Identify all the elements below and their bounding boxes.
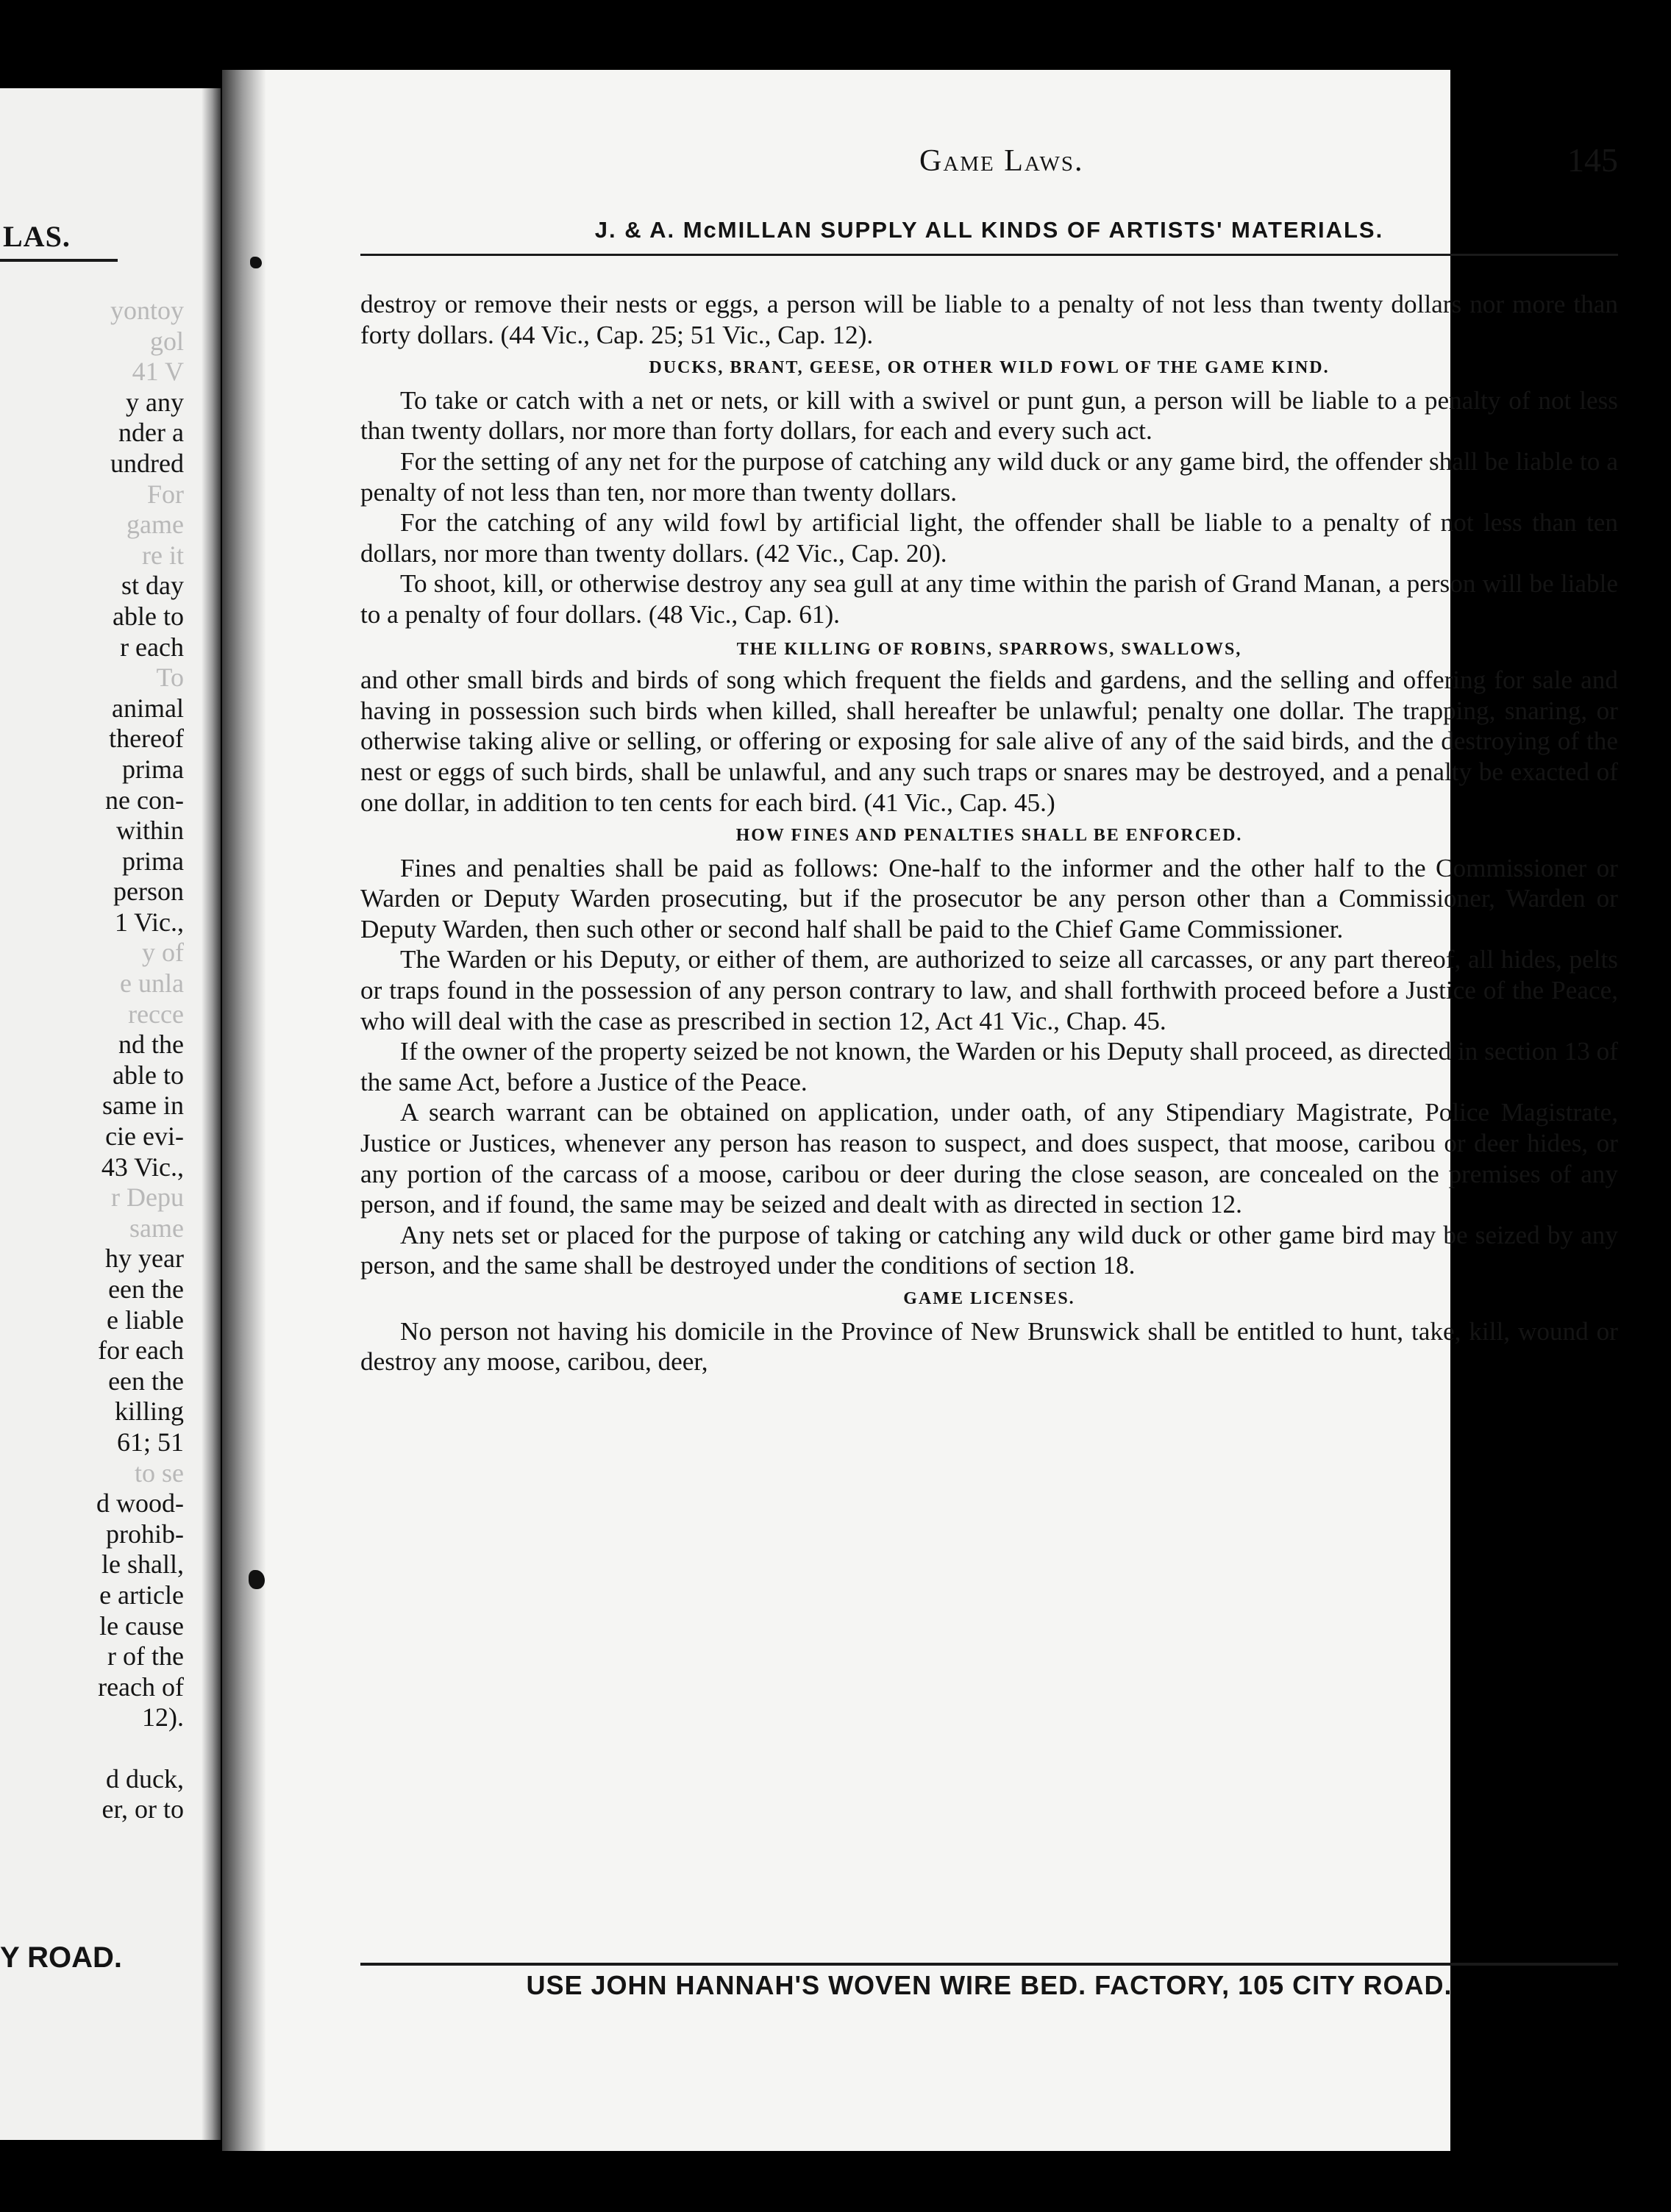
- facing-page-line: ne con-: [105, 785, 184, 815]
- facing-page-line: prima: [122, 846, 184, 876]
- facing-page-line: 43 Vic.,: [101, 1152, 184, 1182]
- facing-page-line: To: [156, 663, 184, 693]
- facing-page-line: for each: [98, 1335, 184, 1366]
- facing-page-line: killing: [114, 1396, 184, 1427]
- facing-page-line: same: [129, 1213, 184, 1243]
- facing-page-line: een the: [108, 1274, 184, 1304]
- facing-page-line: For: [146, 479, 184, 509]
- facing-page-line: r each: [120, 632, 184, 662]
- facing-page-line: yontoy: [110, 296, 184, 325]
- footer-advertisement: USE JOHN HANNAH'S WOVEN WIRE BED. FACTORY, 105 CITY ROAD.: [526, 1970, 1453, 2000]
- section-heading-wild-fowl: DUCKS, BRANT, GEESE, OR OTHER WILD FOWL OF THE GAME KIND.: [649, 358, 1330, 378]
- facing-page-line: st day: [121, 571, 184, 601]
- facing-page-line: reach of: [98, 1672, 184, 1702]
- paragraph-sea-gull-grand-manan: To shoot, kill, or otherwise destroy any sea gull at any time within the parish of Grand Manan, a person will be liable to a penalty of four dollars. (48 Vic., Cap. 61).: [360, 569, 1618, 629]
- facing-page-line: [0, 1733, 184, 1764]
- facing-page-line: 41 V: [132, 357, 184, 387]
- header-rule: [360, 254, 1618, 256]
- facing-page-line: same in: [102, 1091, 184, 1121]
- paragraph-net-or-punt-gun: To take or catch with a net or nets, or kill with a swivel or punt gun, a person will be liable to a penalty of not less than twenty dollars, nor more than forty dollars, for each and every such act.: [360, 385, 1618, 446]
- paragraph-fines-paid: Fines and penalties shall be paid as follows: One-half to the informer and the other half to the Commissioner or Warden or Deputy Warden prosecuting, but if the prosecutor be any person other than a Commissioner, Warden or Deputy Warden, then such other or second half shall be paid to the Chief Game Commissioner.: [360, 853, 1618, 943]
- facing-page-line: hy year: [105, 1244, 184, 1274]
- facing-page-line: recce: [128, 999, 184, 1029]
- facing-page-line: e article: [99, 1580, 184, 1610]
- facing-page-line: thereof: [109, 724, 184, 754]
- facing-page-line: d wood-: [96, 1488, 184, 1519]
- facing-page-line: le cause: [99, 1610, 184, 1641]
- facing-page-line: prohib-: [106, 1519, 184, 1549]
- facing-page-line: er, or to: [101, 1794, 184, 1824]
- facing-page-line: 61; 51: [116, 1427, 184, 1457]
- facing-page-line: 12).: [142, 1702, 184, 1733]
- header-advertisement: J. & A. McMILLAN SUPPLY ALL KINDS OF ARTISTS' MATERIALS.: [594, 217, 1384, 243]
- facing-page-gutter-shadow: [202, 88, 221, 2140]
- facing-page-line: d duck,: [106, 1763, 184, 1794]
- section-heading-songbirds: THE KILLING OF ROBINS, SPARROWS, SWALLOWS,: [736, 639, 1242, 659]
- page-body: [360, 289, 1618, 1377]
- paragraph-artificial-light: For the catching of any wild fowl by artificial light, the offender shall be liable to a penalty of not less than ten dollars, nor more than twenty dollars. (42 Vic., Cap. 20).: [360, 508, 1618, 568]
- paragraph-setting-nets: For the setting of any net for the purpose of catching any wild duck or any game bird, the offender shall be liable to a penalty of not less than ten, nor more than twenty dollars.: [360, 446, 1618, 507]
- facing-page-line: re it: [142, 540, 184, 570]
- facing-page-line: person: [113, 877, 184, 907]
- facing-page-line: een the: [108, 1366, 184, 1396]
- facing-page-line: e unla: [120, 968, 184, 999]
- facing-page-line: y of: [142, 938, 184, 968]
- facing-page-line: animal: [112, 693, 184, 723]
- book-page: [222, 70, 1618, 2151]
- footer-rule: [360, 1963, 1618, 1966]
- facing-page-line: cie evi-: [105, 1121, 184, 1152]
- paragraph-non-resident: No person not having his domicile in the Province of New Brunswick shall be entitled to hunt, take, kill, wound or destroy any moose, caribou, deer,: [360, 1316, 1618, 1377]
- facing-page-line: gol: [149, 326, 184, 356]
- facing-page-line: 1 Vic.,: [114, 907, 184, 937]
- facing-page-line: r Depu: [111, 1182, 184, 1213]
- paragraph-nests-continued: destroy or remove their nests or eggs, a person will be liable to a penalty of not less than twenty dollars nor more than forty dollars. (44 Vic., Cap. 25; 51 Vic., Cap. 12).: [360, 290, 1618, 349]
- facing-page-line: nd the: [118, 1030, 184, 1060]
- running-title: Game Laws.: [919, 144, 1084, 178]
- facing-page-line: nder a: [118, 418, 184, 448]
- section-heading-game-licenses: GAME LICENSES.: [903, 1289, 1075, 1308]
- facing-page-line: le shall,: [101, 1549, 184, 1580]
- binding-thread-mark: [250, 257, 262, 268]
- facing-page-line: e liable: [107, 1305, 184, 1335]
- facing-page-header-rule: [0, 259, 118, 262]
- facing-page-fragment: [0, 88, 221, 2140]
- page-gutter-shadow: [222, 70, 266, 2151]
- facing-page-header-fragment: LAS.: [3, 220, 71, 253]
- facing-page-line: able to: [113, 1060, 184, 1090]
- facing-page-line: game: [127, 510, 184, 540]
- paragraph-small-birds: and other small birds and birds of song which frequent the fields and gardens, and the selling and offering for sale and having in possession such birds when killed, shall hereafter be unlawful; penalty one dollar. The trapping, snaring, or otherwise taking alive or selling, or offering or exposing for sale alive of any of the said birds, and the destroying of the nest or eggs of such birds, shall be unlawful, and any such traps or snares may be destroyed, and a penalty be exacted of one dollar, in addition to ten cents for each bird. (41 Vic., Cap. 45.): [360, 666, 1618, 817]
- paragraph-warden-seize: The Warden or his Deputy, or either of them, are authorized to seize all carcasses, or any part thereof, all hides, pelts or traps found in the possession of any person contrary to law, and shall forthwith proceed before a Justice of the Peace, who will deal with the case as prescribed in section 12, Act 41 Vic., Chap. 45.: [360, 945, 1618, 1035]
- page-number: 145: [1567, 141, 1618, 179]
- facing-page-line: y any: [126, 387, 184, 417]
- facing-page-line: undred: [110, 448, 184, 478]
- section-heading-fines: HOW FINES AND PENALTIES SHALL BE ENFORCED.: [735, 826, 1243, 846]
- facing-page-text-column: [0, 296, 184, 1825]
- facing-page-line: within: [115, 816, 184, 846]
- facing-page-line: r of the: [107, 1641, 184, 1672]
- facing-page-line: prima: [122, 754, 184, 784]
- facing-page-footer-fragment: Y ROAD.: [0, 1941, 122, 1974]
- facing-page-line: to se: [135, 1458, 184, 1488]
- paragraph-search-warrant: A search warrant can be obtained on application, under oath, of any Stipendiary Magistrate, Police Magistrate, Justice or Justices, whenever any person has reason to suspect, and does suspect, that moose, caribou or deer hides, or any portion of the carcass of a moose, caribou or deer during the close season, are concealed on the premises of any person, and if found, the same may be seized and dealt with as directed in section 12.: [360, 1098, 1618, 1219]
- facing-page-line: able to: [113, 601, 184, 631]
- binding-thread-mark: [249, 1570, 265, 1589]
- running-head: [360, 143, 1618, 188]
- paragraph-nets-seized: Any nets set or placed for the purpose of taking or catching any wild duck or other game bird may be seized by any person, and the same shall be destroyed under the conditions of section 18.: [360, 1220, 1618, 1280]
- paragraph-owner-unknown: If the owner of the property seized be not known, the Warden or his Deputy shall proceed, as directed in section 13 of the same Act, before a Justice of the Peace.: [360, 1037, 1618, 1096]
